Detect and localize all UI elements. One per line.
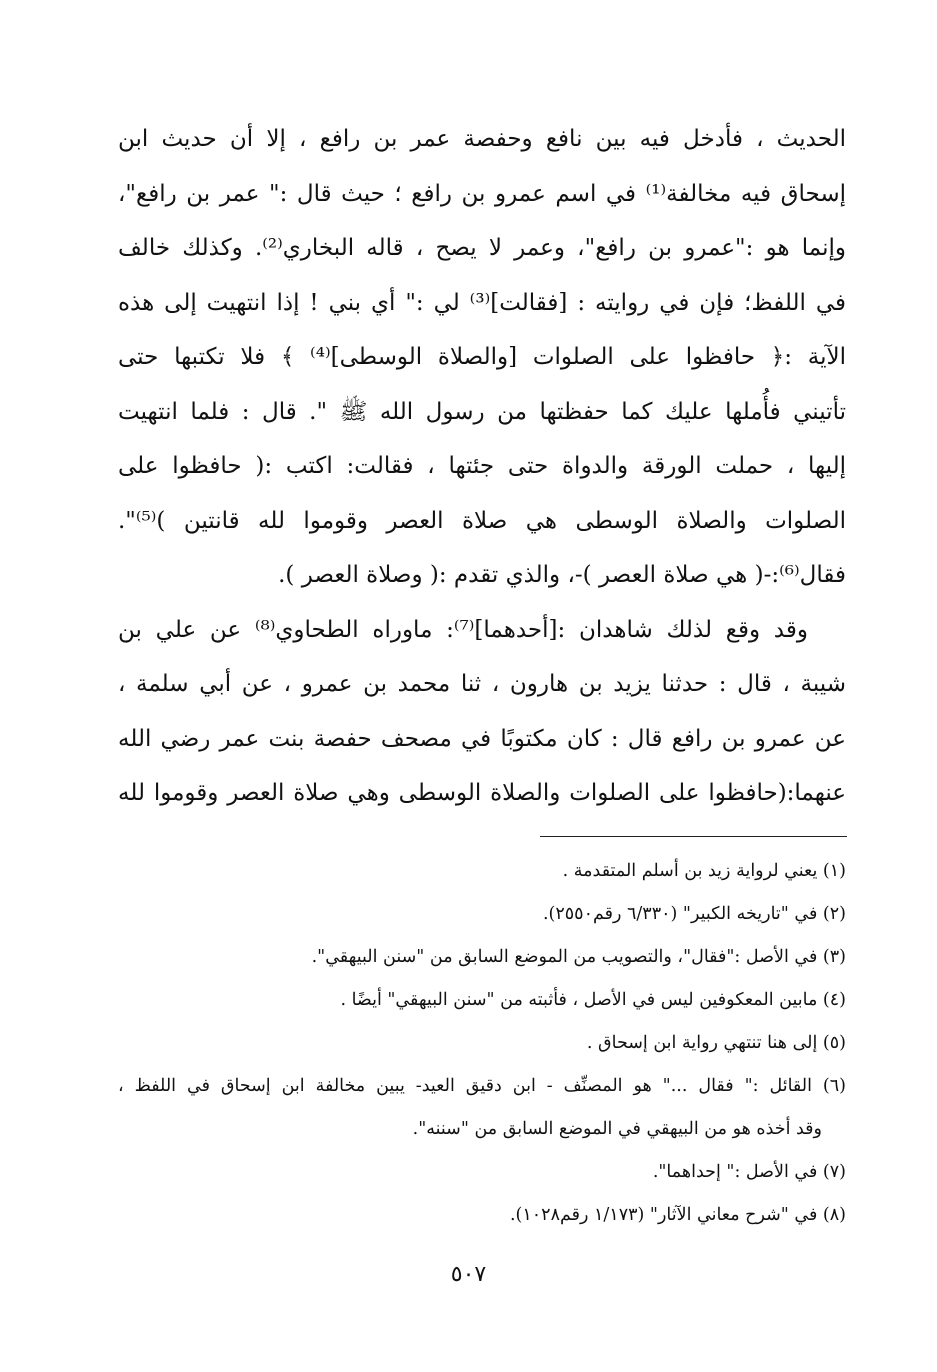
- footnote-3: (٣) في الأصل :"فقال"، والتصويب من الموضع السابق من "سنن البيهقي".: [311, 947, 846, 967]
- text-line: وإنما هو :"عمرو بن رافع"، وعمر لا يصح ، قاله البخاري⁽²⁾. وكذلك خالف: [118, 235, 846, 261]
- footnote-8: (٨) في "شرح معاني الآثار" (١/١٧٣ رقم١٠٢٨).: [509, 1205, 846, 1225]
- footnote-6: (٦) القائل :" فقال ..." هو المصنِّف - ابن دقيق العيد- يبين مخالفة ابن إسحاق في اللفظ ،: [118, 1076, 846, 1096]
- footnote-4: (٤) مابين المعكوفين ليس في الأصل ، فأثبته من "سنن البيهقي" أيضًا .: [340, 990, 846, 1010]
- text-line: في اللفظ؛ فإن في روايته : [فقالت]⁽³⁾ لي :" أي بني ! إذا انتهيت إلى هذه: [118, 289, 846, 316]
- text-line: عن عمرو بن رافع قال : كان مكتوبًا في مصحف حفصة بنت عمر رضي الله: [118, 725, 846, 752]
- text-line: وقد وقع لذلك شاهدان :[أحدهما]⁽⁷⁾: ماوراه الطحاوي⁽⁸⁾ عن علي بن: [118, 616, 808, 643]
- page-number: ٥٠٧: [450, 1262, 487, 1287]
- text-line: إسحاق فيه مخالفة⁽¹⁾ في اسم عمرو بن رافع ؛ حيث قال :" عمر بن رافع"،: [118, 180, 846, 207]
- footnote-6-continued: وقد أخذه هو من البيهقي في الموضع السابق من "سننه".: [412, 1119, 822, 1139]
- text-line: عنهما:(حافظوا على الصلوات والصلاة الوسطى وهي صلاة العصر وقوموا لله: [118, 780, 846, 806]
- main-text: [118, 112, 846, 821]
- footnote-5: (٥) إلى هنا تنتهي رواية ابن إسحاق .: [586, 1033, 846, 1053]
- footnote-2: (٢) في "تاريخه الكبير" (٦/٣٣٠ رقم٢٥٥٠).: [542, 904, 846, 924]
- text-line: الآية :﴿ حافظوا على الصلوات [والصلاة الوسطى]⁽⁴⁾ ﴾ فلا تكتبها حتى: [118, 344, 846, 370]
- footnote-7: (٧) في الأصل :" إحداهما".: [652, 1162, 846, 1182]
- text-line: إليها ، حملت الورقة والدواة حتى جئتها ، فقالت: اكتب :( حافظوا على: [118, 453, 846, 479]
- text-line: تأتيني فأُملها عليك كما حفظتها من رسول الله ﷺ ". قال : فلما انتهيت: [118, 398, 846, 425]
- footnotes: [118, 850, 846, 1237]
- text-line: فقال⁽⁶⁾:-( هي صلاة العصر )-، والذي تقدم :( وصلاة العصر ).: [278, 562, 846, 588]
- footnote-divider: [540, 836, 847, 837]
- text-line: شيبة ، قال : حدثنا يزيد بن هارون ، ثنا محمد بن عمرو ، عن أبي سلمة ،: [118, 671, 846, 697]
- text-line: الصلوات والصلاة الوسطى هي صلاة العصر وقوموا لله قانتين )⁽⁵⁾".: [118, 507, 846, 534]
- footnote-1: (١) يعني لرواية زيد بن أسلم المتقدمة .: [562, 861, 846, 881]
- text-line: الحديث ، فأدخل فيه بين نافع وحفصة عمر بن رافع ، إلا أن حديث ابن: [118, 126, 846, 152]
